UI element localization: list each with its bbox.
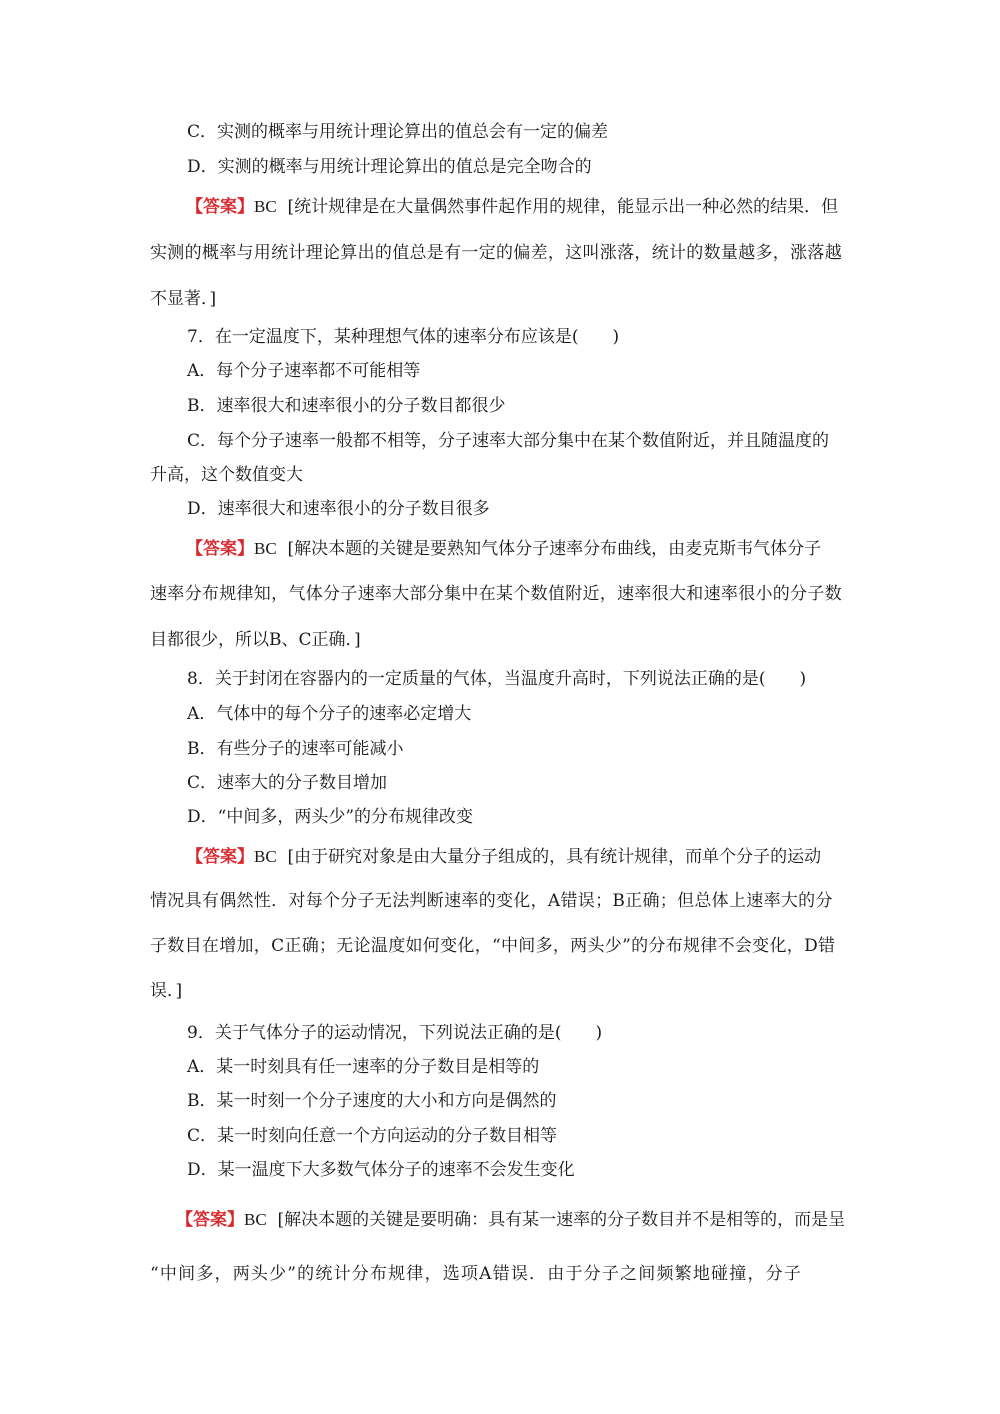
q7-explanation-3: 目都很少，所以B、C正确．] [150, 630, 361, 650]
q8-option-c: C．速率大的分子数目增加 [187, 773, 388, 793]
q7-answer-key: BC [254, 539, 277, 558]
q8-option-a: A．气体中的每个分子的速率必定增大 [187, 704, 472, 724]
q8-explanation-4: 误．] [150, 981, 183, 1001]
answer-tag: 【答案】 [186, 539, 254, 559]
q6-explanation-1: [统计规律是在大量偶然事件起作用的规律，能显示出一种必然的结果．但 [287, 197, 839, 217]
q8-answer-key: BC [254, 847, 277, 866]
q6-option-c: C．实测的概率与用统计理论算出的值总会有一定的偏差 [187, 122, 609, 142]
q9-stem: 9．关于气体分子的运动情况，下列说法正确的是( ) [187, 1023, 603, 1043]
q6-answer-line-1 [150, 195, 855, 219]
q7-option-a: A．每个分子速率都不可能相等 [187, 361, 421, 381]
q9-answer-line-1 [150, 1208, 855, 1232]
q8-option-d: D．“中间多，两头少”的分布规律改变 [187, 807, 474, 827]
q6-answer-key: BC [254, 197, 277, 216]
q9-option-b: B．某一时刻一个分子速度的大小和方向是偶然的 [187, 1091, 557, 1111]
q8-stem: 8．关于封闭在容器内的一定质量的气体，当温度升高时，下列说法正确的是( ) [187, 669, 807, 689]
q8-option-b: B．有些分子的速率可能减小 [187, 739, 404, 759]
q7-option-c-line-1: C．每个分子速率一般都不相等，分子速率大部分集中在某个数值附近，并且随温度的 [187, 431, 830, 451]
q8-answer-line-1 [150, 845, 855, 869]
q6-option-d: D．实测的概率与用统计理论算出的值总是完全吻合的 [187, 157, 592, 177]
answer-tag: 【答案】 [176, 1210, 244, 1230]
q8-explanation-1: [由于研究对象是由大量分子组成的，具有统计规律，而单个分子的运动 [287, 847, 822, 867]
answer-tag: 【答案】 [186, 847, 254, 867]
q7-option-c-line-2: 升高，这个数值变大 [150, 465, 303, 485]
q9-option-a: A．某一时刻具有任一速率的分子数目是相等的 [187, 1057, 540, 1077]
q8-explanation-3: 子数目在增加，C正确；无论温度如何变化，“中间多，两头少”的分布规律不会变化，D错 [150, 936, 836, 956]
q7-stem: 7．在一定温度下，某种理想气体的速率分布应该是( ) [187, 327, 620, 347]
q7-option-d: D．速率很大和速率很小的分子数目很多 [187, 499, 490, 519]
q7-option-b: B．速率很大和速率很小的分子数目都很少 [187, 396, 506, 416]
q9-option-d: D．某一温度下大多数气体分子的速率不会发生变化 [187, 1160, 575, 1180]
q6-explanation-3: 不显著．] [150, 289, 217, 309]
q6-explanation-2: 实测的概率与用统计理论算出的值总是有一定的偏差，这叫涨落，统计的数量越多，涨落越 [150, 243, 842, 263]
q7-explanation-1: [解决本题的关键是要熟知气体分子速率分布曲线，由麦克斯韦气体分子 [287, 539, 822, 559]
q8-explanation-2: 情况具有偶然性．对每个分子无法判断速率的变化，A错误；B正确；但总体上速率大的分 [150, 891, 833, 911]
q9-option-c: C．某一时刻向任意一个方向运动的分子数目相等 [187, 1126, 558, 1146]
answer-tag: 【答案】 [186, 197, 254, 217]
q7-answer-line-1 [150, 537, 855, 561]
q9-explanation-1: [解决本题的关键是要明确：具有某一速率的分子数目并不是相等的，而是呈 [277, 1210, 846, 1230]
q9-explanation-2: “中间多，两头少”的统计分布规律，选项A错误．由于分子之间频繁地碰撞，分子 [150, 1264, 803, 1284]
q7-explanation-2: 速率分布规律知，气体分子速率大部分集中在某个数值附近，速率很大和速率很小的分子数 [150, 584, 842, 604]
q9-answer-key: BC [244, 1210, 267, 1229]
